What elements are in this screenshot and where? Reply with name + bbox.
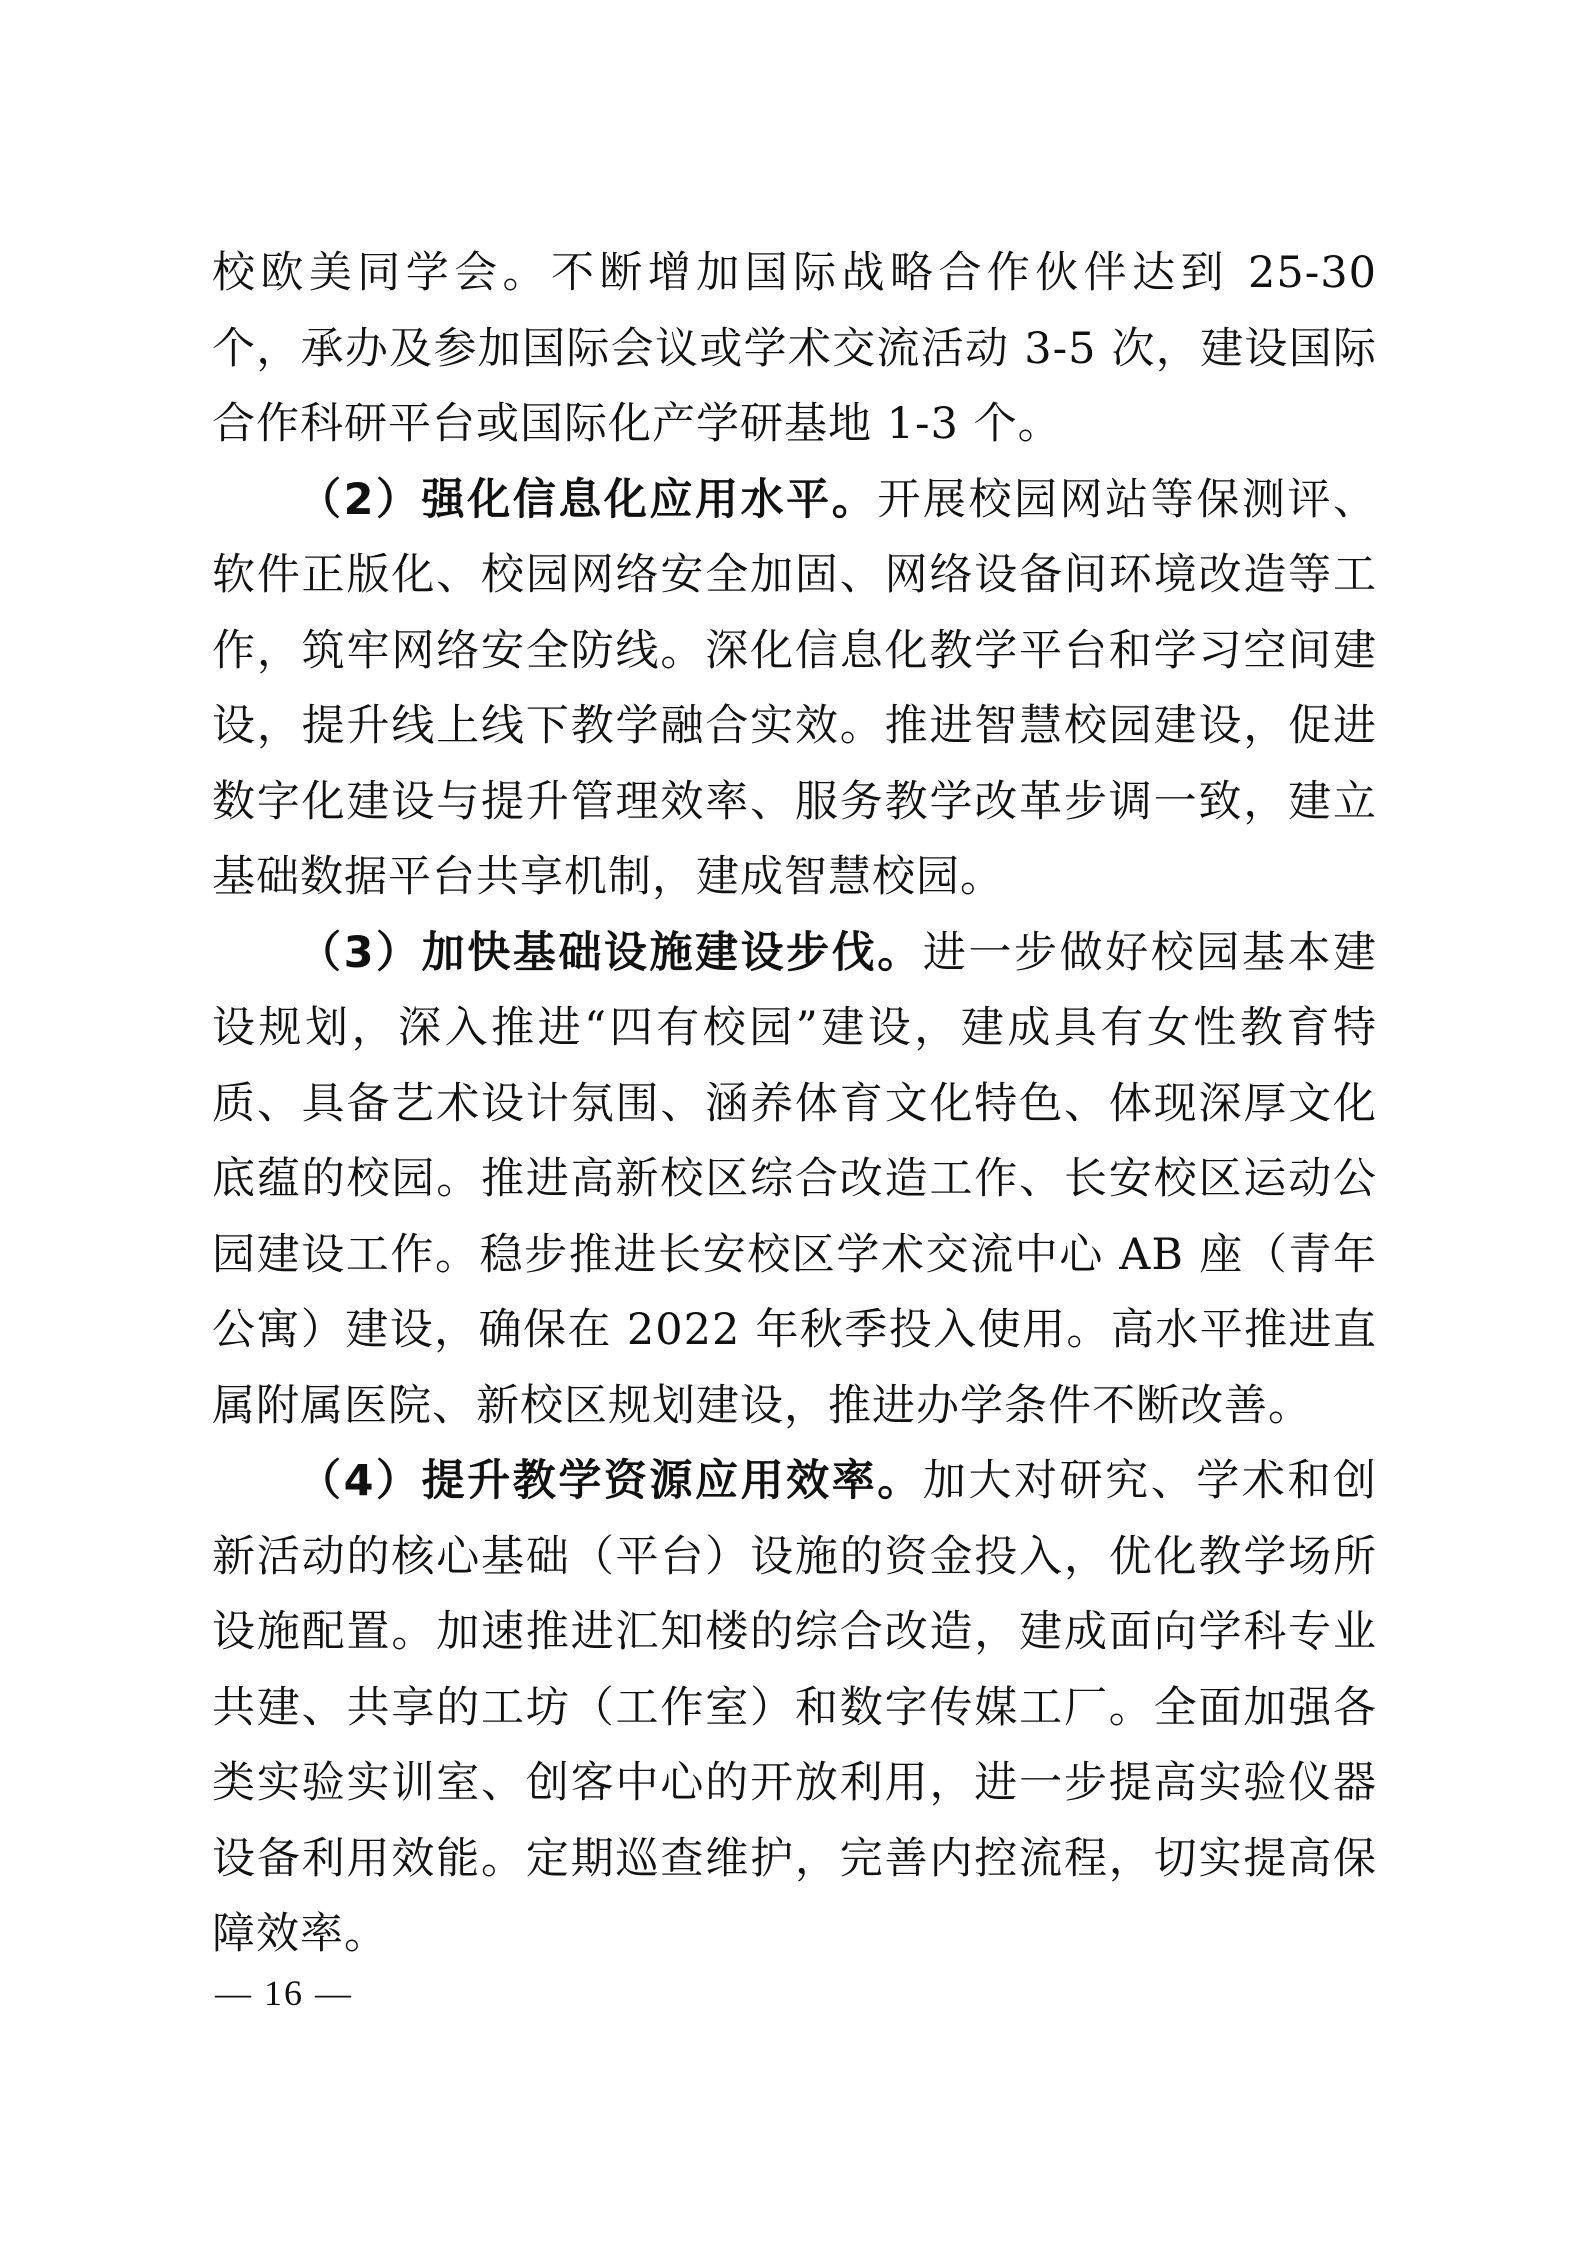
page-body	[212, 236, 1377, 1973]
section-body-2: 开展校园网站等保测评、软件正版化、校园网络安全加固、网络设备间环境改造等工作，筑牢网络安全防线。深化信息化教学平台和学习空间建设，提升线上线下教学融合实效。推进智慧校园建设，促进数字化建设与提升管理效率、服务教学改革步调一致，建立基础数据平台共享机制，建成智慧校园。	[212, 474, 1377, 902]
section-heading-2: （2）强化信息化应用水平。	[298, 474, 878, 525]
section-heading-4: （4）提升教学资源应用效率。	[298, 1456, 923, 1506]
page-number: — 16 —	[215, 1973, 353, 2013]
section-paragraph-4	[212, 1444, 1377, 1973]
section-heading-3: （3）加快基础设施建设步伐。	[298, 927, 923, 978]
section-paragraph-2	[212, 463, 1377, 916]
section-paragraph-3	[212, 916, 1377, 1445]
section-body-4: 加大对研究、学术和创新活动的核心基础（平台）设施的资金投入，优化教学场所设施配置。加速推进汇知楼的综合改造，建成面向学科专业共建、共享的工坊（工作室）和数字传媒工厂。全面加强各类实验实训室、创客中心的开放利用，进一步提高实验仪器设备利用效能。定期巡查维护，完善内控流程，切实提高保障效率。	[212, 1456, 1378, 1959]
section-body-3: 进一步做好校园基本建设规划，深入推进“四有校园”建设，建成具有女性教育特质、具备艺术设计氛围、涵养体育文化特色、体现深厚文化底蕴的校园。推进高新校区综合改造工作、长安校区运动公园建设工作。稳步推进长安校区学术交流中心 AB 座（青年公寓）建设，确保在 2022 年秋季投入使用。高水平推进直属附属医院、新校区规划建设，推进办学条件不断改善。	[212, 927, 1378, 1431]
intro-paragraph: 校欧美同学会。不断增加国际战略合作伙伴达到 25-30 个，承办及参加国际会议或学术交流活动 3-5 次，建设国际合作科研平台或国际化产学研基地 1-3 个。	[212, 248, 1377, 449]
